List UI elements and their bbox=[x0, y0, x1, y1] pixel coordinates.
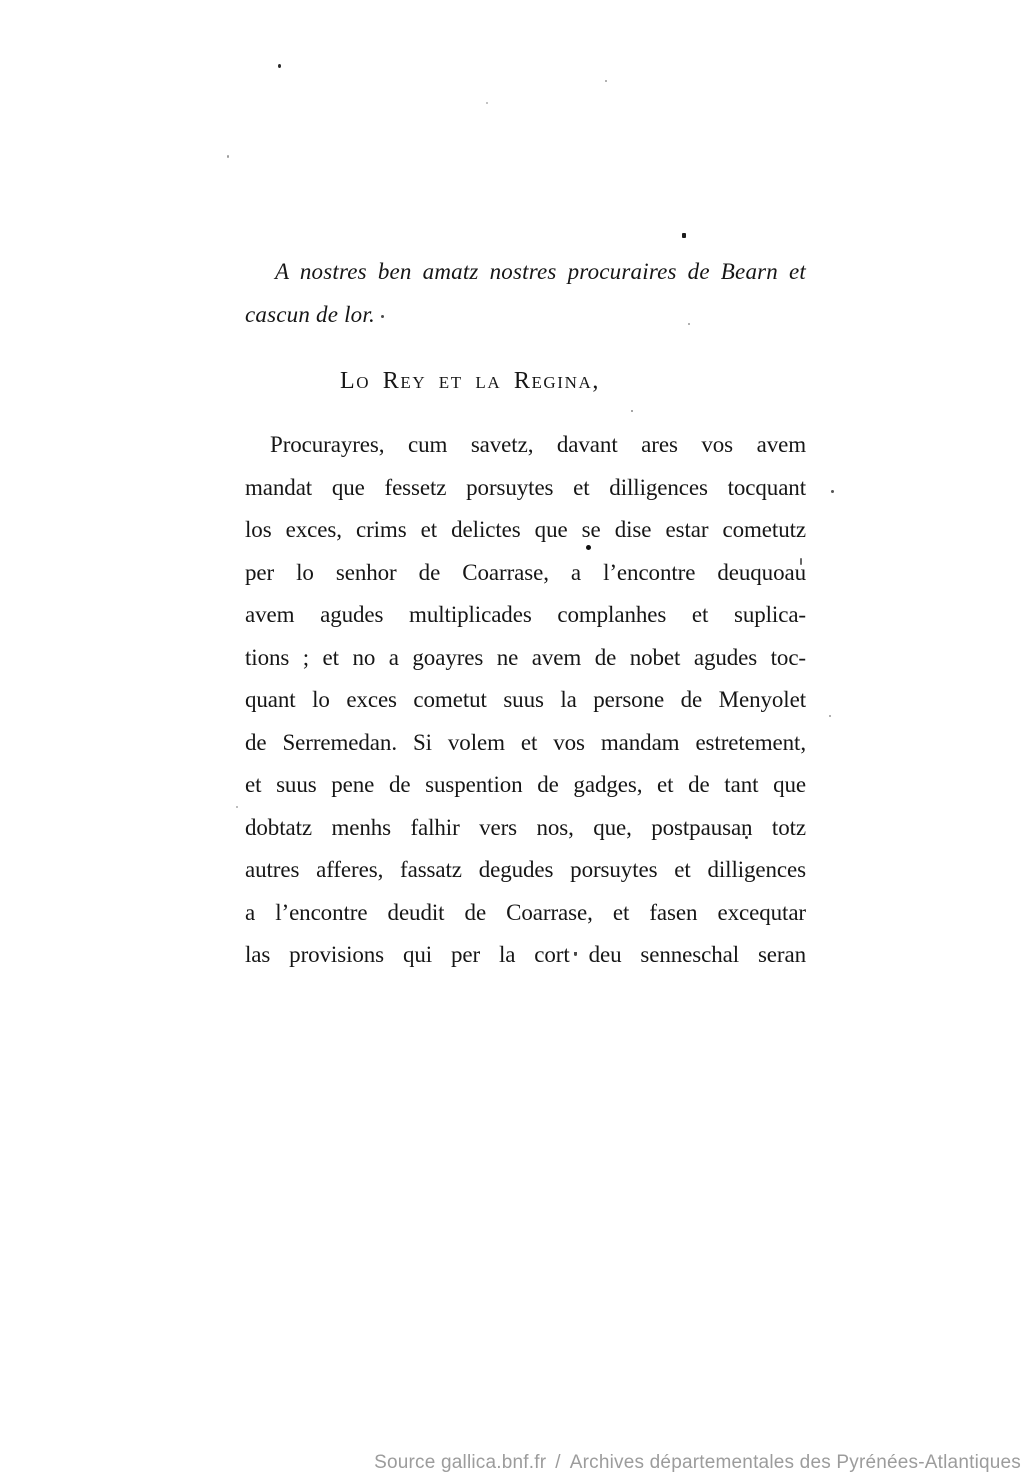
text-line: dobtatz menhs falhir vers nos, que, postpausan totz bbox=[245, 814, 806, 840]
scan-speck bbox=[236, 806, 238, 808]
text-line: mandat que fessetz porsuytes et dilligences tocquant bbox=[245, 474, 806, 500]
royal-heading: Lo Rey et la Regina, bbox=[340, 368, 600, 394]
scan-speck bbox=[682, 233, 686, 238]
text-line: de Serremedan. Si volem et vos mandam estretement, bbox=[245, 729, 806, 755]
scan-speck bbox=[831, 490, 834, 493]
scan-speck bbox=[227, 155, 229, 158]
text-line: las provisions qui per la cort deu senneschal seran bbox=[245, 942, 806, 967]
scan-speck bbox=[829, 715, 831, 717]
scan-speck bbox=[486, 102, 488, 104]
text-line: Procurayres, cum savetz, davant ares vos avem bbox=[270, 432, 806, 457]
text-line: cascun de lor. bbox=[245, 302, 375, 327]
footer-separator: / bbox=[555, 1452, 561, 1473]
salutation bbox=[245, 250, 806, 336]
footer-source-label: Source gallica.bnf.fr bbox=[374, 1452, 547, 1473]
scan-speck bbox=[631, 410, 633, 412]
page-footer bbox=[0, 1448, 1021, 1478]
text-line: per lo senhor de Coarrase, a l’encontre deuquoau bbox=[245, 559, 806, 585]
text-line: a l’encontre deudit de Coarrase, et fasen excequtar bbox=[245, 899, 806, 925]
scan-speck bbox=[605, 80, 607, 82]
text-line: autres afferes, fassatz degudes porsuytes et dilligences bbox=[245, 857, 806, 882]
scan-speck bbox=[278, 64, 281, 68]
text-line: A nostres ben amatz nostres procuraires de Bearn et bbox=[275, 259, 806, 284]
text-line: los exces, crims et delictes que se dise estar cometutz bbox=[245, 517, 806, 542]
text-line: tions ; et no a goayres ne avem de nobet agudes toc- bbox=[245, 644, 806, 670]
text-line: quant lo exces cometut suus la persone de Menyolet bbox=[245, 687, 806, 712]
text-line: et suus pene de suspention de gadges, et de tant que bbox=[245, 772, 806, 797]
text-line: avem agudes multiplicades complanhes et suplica- bbox=[245, 602, 806, 627]
body-paragraph bbox=[245, 424, 806, 977]
footer-attribution: Archives départementales des Pyrénées-Atlantiques bbox=[569, 1452, 1021, 1473]
